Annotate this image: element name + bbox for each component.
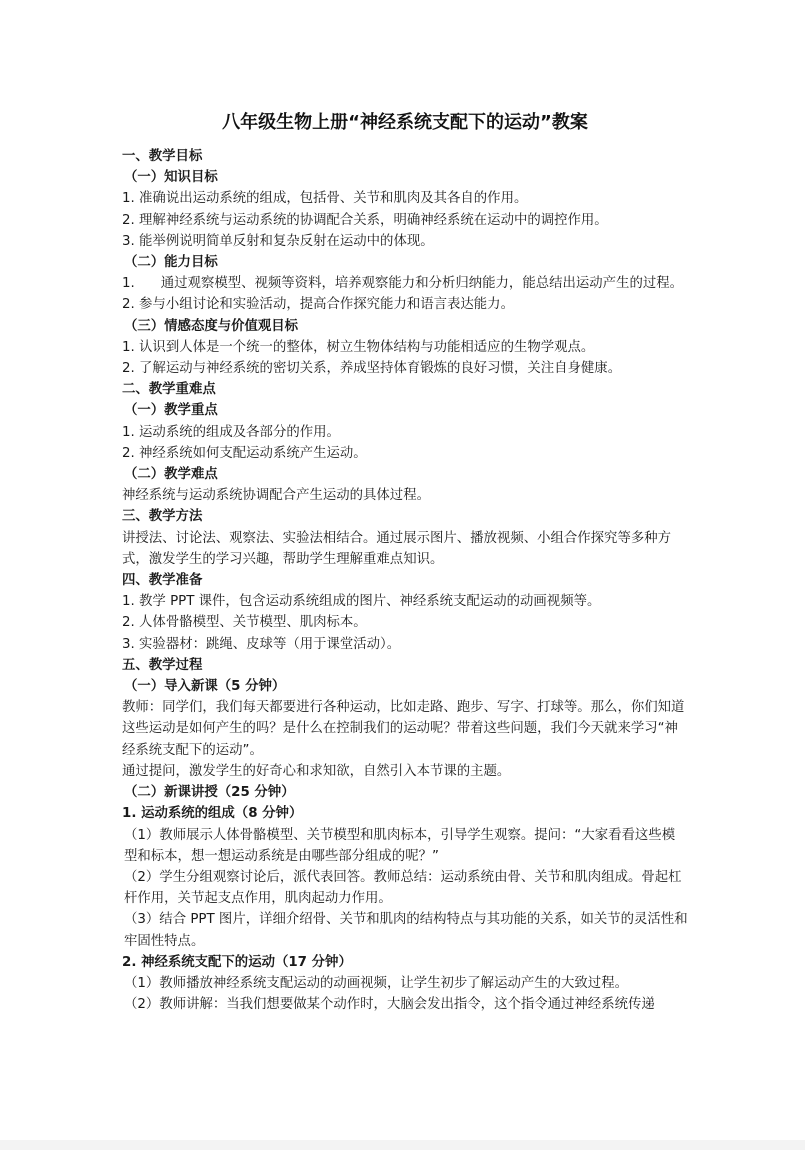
subsection-heading: （一）知识目标 (124, 170, 218, 186)
subsection-heading: （二）新课讲授（25 分钟） (124, 785, 295, 801)
document-title: 八年级生物上册“神经系统支配下的运动”教案 (222, 112, 588, 133)
paragraph: 讲授法、讨论法、观察法、实验法相结合。通过展示图片、播放视频、小组合作探究等多种方式，激发学生的学习兴趣，帮助学生理解重难点知识。 (122, 530, 672, 567)
paragraph: 2. 人体骨骼模型、关节模型、肌肉标本。 (122, 615, 367, 631)
paragraph (122, 273, 688, 294)
paragraph: 通过提问，激发学生的好奇心和求知欲，自然引入本节课的主题。 (122, 763, 511, 779)
step-paragraph: （2）学生分组观察讨论后，派代表回答。教师总结：运动系统由骨、关节和肌肉组成。骨起杠杆作用，关节起支点作用，肌肉起动力作用。 (124, 869, 682, 907)
paragraph: 神经系统与运动系统协调配合产生运动的具体过程。 (122, 488, 430, 504)
section-heading: 二、教学重难点 (122, 382, 216, 398)
section-heading: 四、教学准备 (122, 573, 203, 589)
paragraph: 2. 理解神经系统与运动系统的协调配合关系，明确神经系统在运动中的调控作用。 (122, 212, 608, 228)
paragraph: 2. 了解运动与神经系统的密切关系，养成坚持体育锻炼的良好习惯，关注自身健康。 (122, 361, 622, 377)
list-text: 通过观察模型、视频等资料，培养观察能力和分析归纳能力，能总结出运动产生的过程。 (160, 276, 684, 292)
subsection-heading: （三）情感态度与价值观目标 (124, 318, 299, 334)
paragraph: 1. 认识到人体是一个统一的整体，树立生物体结构与功能相适应的生物学观点。 (122, 339, 595, 355)
paragraph: 2. 参与小组讨论和实验活动，提高合作探究能力和语言表达能力。 (122, 297, 514, 313)
subsection-heading: （二）能力目标 (124, 255, 218, 271)
paragraph: 3. 能举例说明简单反射和复杂反射在运动中的体现。 (122, 233, 434, 249)
document-content (122, 108, 688, 1015)
paragraph: 1. 运动系统的组成及各部分的作用。 (122, 424, 340, 440)
paragraph: 1. 准确说出运动系统的组成，包括骨、关节和肌肉及其各自的作用。 (122, 191, 528, 207)
paragraph: 教师：同学们，我们每天都要进行各种运动，比如走路、跑步、写字、打球等。那么，你们知道这些运动是如何产生的吗？是什么在控制我们的运动呢？带着这些问题，我们今天就来学习“神经系统支配下的运动”。 (122, 700, 685, 758)
subsection-heading: （一）教学重点 (124, 403, 218, 419)
subsection-heading: （二）教学难点 (124, 467, 218, 483)
step-paragraph: （1）教师播放神经系统支配运动的动画视频，让学生初步了解运动产生的大致过程。 (124, 975, 628, 991)
step-paragraph: （3）结合 PPT 图片，详细介绍骨、关节和肌肉的结构特点与其功能的关系，如关节的灵活性和牢固性特点。 (124, 912, 688, 949)
paragraph: 1. 教学 PPT 课件，包含运动系统组成的图片、神经系统支配运动的动画视频等。 (122, 594, 601, 610)
paragraph: 3. 实验器材：跳绳、皮球等（用于课堂活动）。 (122, 636, 401, 652)
section-heading: 五、教学过程 (122, 657, 203, 673)
list-number: 1. (122, 276, 135, 292)
section-heading: 三、教学方法 (122, 509, 203, 525)
step-heading: 1. 运动系统的组成（8 分钟） (122, 806, 303, 822)
step-heading: 2. 神经系统支配下的运动（17 分钟） (122, 954, 352, 970)
subsection-heading: （一）导入新课（5 分钟） (124, 679, 286, 695)
step-paragraph: （2）教师讲解：当我们想要做某个动作时，大脑会发出指令，这个指令通过神经系统传递 (124, 997, 655, 1013)
paragraph: 2. 神经系统如何支配运动系统产生运动。 (122, 445, 367, 461)
step-paragraph: （1）教师展示人体骨骼模型、关节模型和肌肉标本，引导学生观察。提问：“大家看看这些模型和标本，想一想运动系统是由哪些部分组成的呢？” (124, 827, 676, 864)
section-heading: 一、教学目标 (122, 149, 203, 164)
